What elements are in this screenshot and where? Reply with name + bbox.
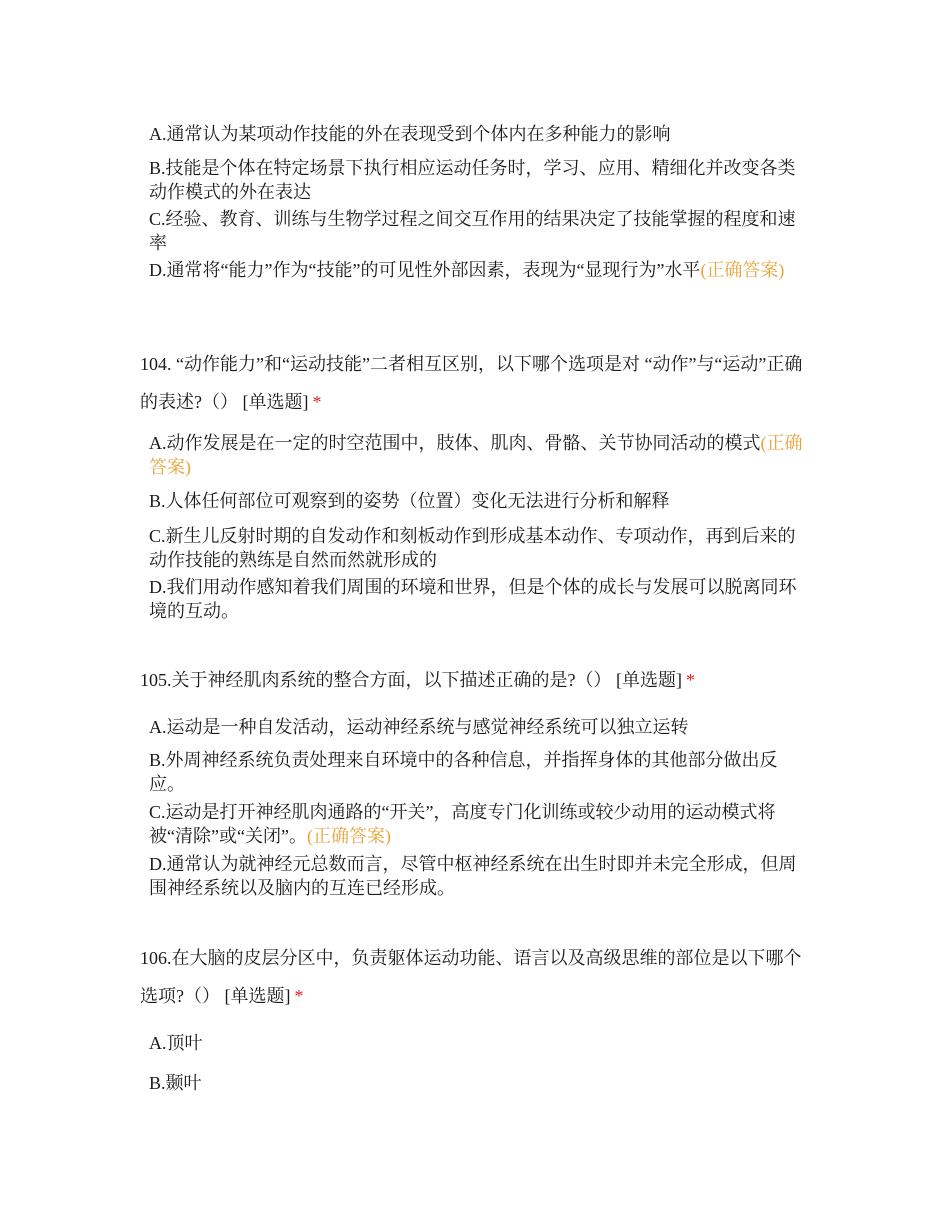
- option-105-d[interactable]: [149, 852, 809, 900]
- option-103-a[interactable]: [149, 122, 809, 146]
- option-104-c[interactable]: [149, 524, 809, 572]
- option-103-d[interactable]: [149, 258, 809, 282]
- option-text: B.人体任何部位可观察到的姿势（位置）变化无法进行分析和解释: [149, 491, 670, 511]
- question-106-title: [140, 939, 815, 1015]
- option-104-d[interactable]: [149, 575, 809, 623]
- option-text: B.颞叶: [149, 1073, 202, 1093]
- option-text: C.运动是打开神经肌肉通路的“开关”，高度专门化训练或较少动用的运动模式将被“清除”或“关闭”。: [149, 802, 776, 846]
- option-text: A.动作发展是在一定的时空范围中，肢体、肌肉、骨骼、关节协同活动的模式: [149, 433, 761, 453]
- option-text: A.顶叶: [149, 1033, 203, 1053]
- option-text: B.技能是个体在特定场景下执行相应运动任务时，学习、应用、精细化并改变各类动作模式的外在表达: [149, 158, 796, 202]
- option-106-b[interactable]: [149, 1071, 809, 1095]
- option-106-a[interactable]: [149, 1031, 809, 1055]
- option-104-a[interactable]: [149, 431, 809, 479]
- question-title-text: 104. “动作能力”和“运动技能”二者相互区别，以下哪个选项是对 “动作”与“运动”正确的表述?（） [单选题]: [140, 354, 803, 412]
- required-mark: *: [312, 392, 322, 412]
- option-105-c[interactable]: [149, 800, 809, 848]
- option-text: D.通常将“能力”作为“技能”的可见性外部因素，表现为“显现行为”水平: [149, 260, 701, 280]
- correct-answer-badge: (正确答案): [700, 260, 785, 280]
- option-104-b[interactable]: [149, 489, 809, 513]
- option-text: A.运动是一种自发活动，运动神经系统与感觉神经系统可以独立运转: [149, 717, 689, 737]
- correct-answer-badge: (正确答案): [149, 433, 803, 477]
- question-title-text: 106.在大脑的皮层分区中，负责躯体运动功能、语言以及高级思维的部位是以下哪个选项?（） [单选题]: [140, 948, 802, 1006]
- option-text: C.经验、教育、训练与生物学过程之间交互作用的结果决定了技能掌握的程度和速率: [149, 209, 796, 253]
- option-text: B.外周神经系统负责处理来自环境中的各种信息，并指挥身体的其他部分做出反应。: [149, 750, 778, 794]
- question-104-title: [140, 345, 815, 421]
- correct-answer-badge: (正确答案): [306, 826, 391, 846]
- option-103-c[interactable]: [149, 207, 809, 255]
- option-text: D.通常认为就神经元总数而言，尽管中枢神经系统在出生时即并未完全形成，但周围神经系统以及脑内的互连已经形成。: [149, 854, 797, 898]
- required-mark: *: [294, 986, 304, 1006]
- option-105-b[interactable]: [149, 748, 809, 796]
- option-text: D.我们用动作感知着我们周围的环境和世界，但是个体的成长与发展可以脱离同环境的互动。: [149, 577, 797, 621]
- option-text: C.新生儿反射时期的自发动作和刻板动作到形成基本动作、专项动作，再到后来的动作技能的熟练是自然而然就形成的: [149, 526, 796, 570]
- question-105-title: [140, 661, 815, 699]
- required-mark: *: [685, 670, 695, 690]
- option-105-a[interactable]: [149, 715, 809, 739]
- option-103-b[interactable]: [149, 156, 809, 204]
- question-title-text: 105.关于神经肌肉系统的整合方面，以下描述正确的是?（） [单选题]: [140, 670, 682, 690]
- option-text: A.通常认为某项动作技能的外在表现受到个体内在多种能力的影响: [149, 124, 671, 144]
